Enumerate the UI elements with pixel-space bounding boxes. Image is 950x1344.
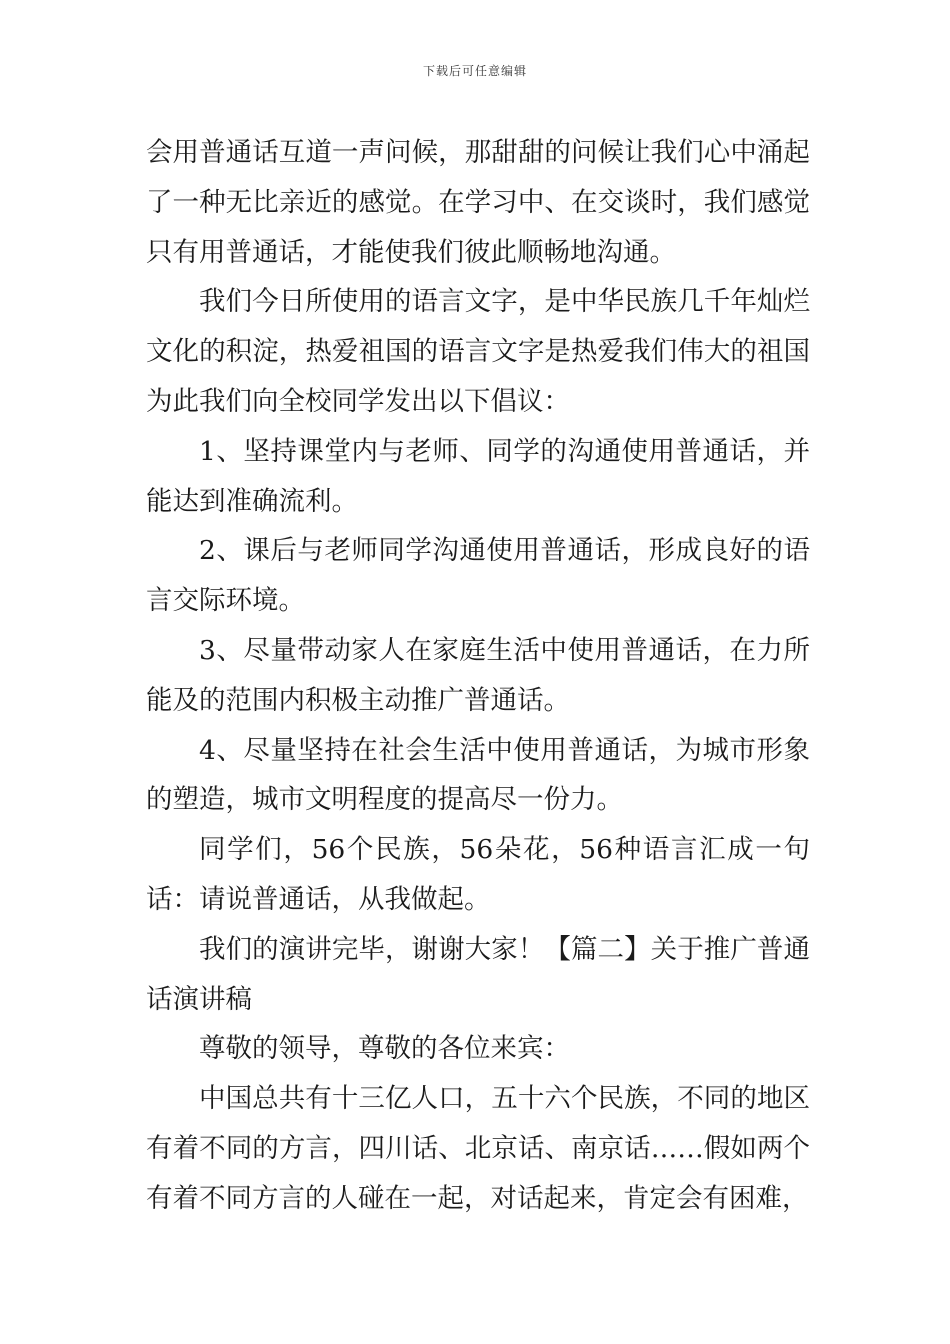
paragraph-proposal-4: 4、尽量坚持在社会生活中使用普通话，为城市形象的塑造，城市文明程度的提高尽一份力。 [146, 734, 810, 816]
document-body [146, 128, 810, 1224]
paragraph-proposal-3: 3、尽量带动家人在家庭生活中使用普通话，在力所能及的范围内积极主动推广普通话。 [146, 634, 810, 716]
paragraph-proposal-1: 1、坚持课堂内与老师、同学的沟通使用普通话，并能达到准确流利。 [146, 435, 810, 517]
paragraph-salutation: 尊敬的领导，尊敬的各位来宾： [199, 1033, 570, 1065]
page-header-note: 下载后可任意编辑 [422, 64, 527, 78]
paragraph-proposal-2: 2、课后与老师同学沟通使用普通话，形成良好的语言交际环境。 [146, 535, 810, 617]
paragraph-2: 我们今日所使用的语言文字，是中华民族几千年灿烂文化的积淀，热爱祖国的语言文字是热爱我们伟大的祖国为此我们向全校同学发出以下倡议： [146, 286, 810, 417]
paragraph-closing-call: 同学们，56个民族，56朵花，56种语言汇成一句话：请说普通话，从我做起。 [146, 834, 810, 915]
paragraph-dialects: 中国总共有十三亿人口，五十六个民族，不同的地区有着不同的方言，四川话、北京话、南京话……假如两个有着不同方言的人碰在一起，对话起来，肯定会有困难， [146, 1083, 810, 1214]
paragraph-1: 会用普通话互道一声问候，那甜甜的问候让我们心中涌起了一种无比亲近的感觉。在学习中、在交谈时，我们感觉只有用普通话，才能使我们彼此顺畅地沟通。 [146, 137, 810, 268]
paragraph-speech-end: 我们的演讲完毕，谢谢大家！【篇二】关于推广普通话演讲稿 [146, 933, 810, 1015]
